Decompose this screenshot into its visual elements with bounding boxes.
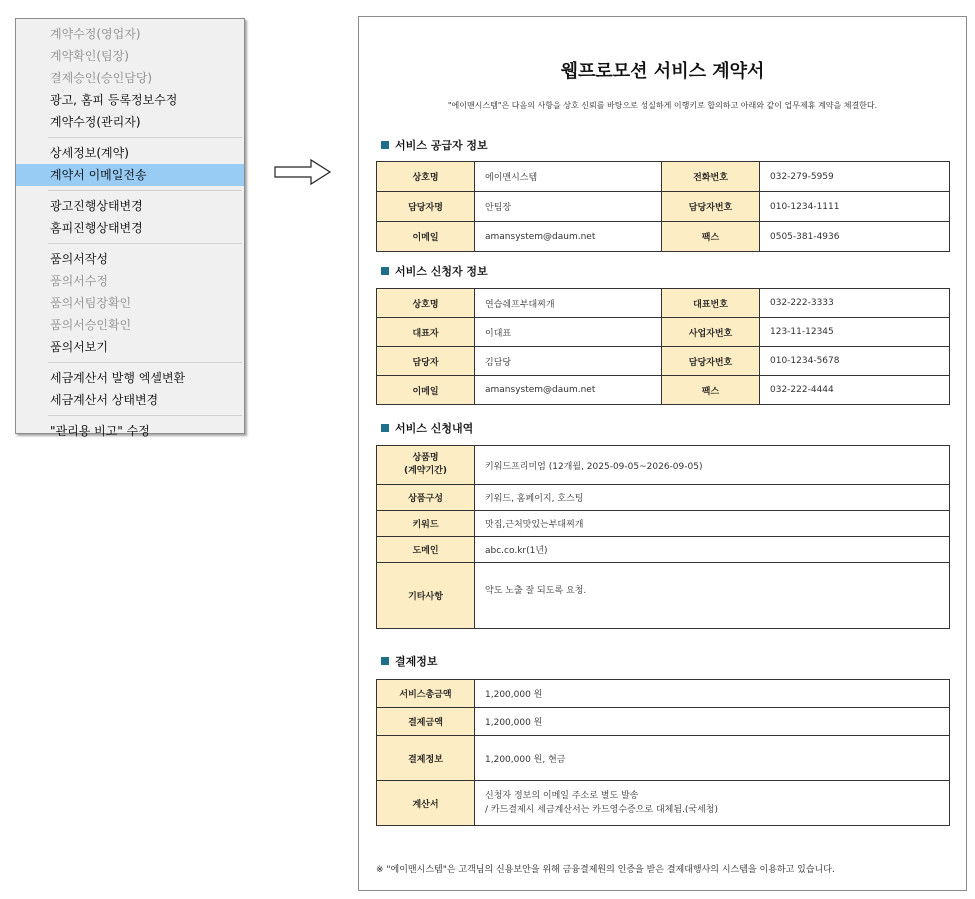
menu-item-proposal-leader-confirm[interactable]: 품의서팀장확인 bbox=[50, 296, 132, 310]
applicant-bizno-label: 사업자번호 bbox=[662, 318, 760, 347]
document-intro: "에이맨시스템"은 다음의 사항을 상호 신뢰를 바탕으로 성실하게 이행키로 합의하고 아래와 같이 업무제휴 계약을 체결한다. bbox=[447, 101, 878, 110]
applicant-rep-phone-label: 대표번호 bbox=[662, 289, 760, 318]
payment-paid-label: 결제금액 bbox=[377, 708, 475, 736]
menu-item-contract-detail[interactable]: 상세정보(계약) bbox=[50, 146, 129, 160]
section-heading-order bbox=[381, 420, 473, 436]
section-heading-applicant bbox=[381, 263, 488, 279]
section-heading-text: 결제정보 bbox=[395, 655, 438, 668]
supplier-phone-label: 전화번호 bbox=[662, 162, 760, 192]
supplier-manager-phone-label: 담당자번호 bbox=[662, 192, 760, 222]
applicant-table bbox=[376, 288, 950, 405]
payment-paid-value: 1,200,000 원 bbox=[475, 708, 950, 736]
order-period-label-line: (계약기간) bbox=[403, 466, 447, 476]
payment-total-value: 1,200,000 원 bbox=[475, 680, 950, 708]
applicant-ceo-value: 이대표 bbox=[475, 318, 662, 347]
table-row bbox=[377, 680, 950, 708]
order-keyword-label: 키워드 bbox=[377, 511, 475, 537]
table-row bbox=[377, 563, 950, 629]
table-row bbox=[377, 708, 950, 736]
document-footnote: ※ "에이맨시스템"은 고객님의 신용보안을 위해 금융결제원의 인증을 받은 결제대행사의 시스템을 이용하고 있습니다. bbox=[376, 865, 835, 875]
menu-item-ad-status-change[interactable]: 광고진행상태변경 bbox=[50, 199, 143, 213]
table-row bbox=[377, 485, 950, 511]
supplier-fax-value: 0505-381-4936 bbox=[760, 222, 950, 252]
order-composition-value: 키워드, 홈페이지, 호스팅 bbox=[475, 485, 950, 511]
table-row bbox=[377, 192, 950, 222]
order-table bbox=[376, 445, 950, 629]
section-heading-payment bbox=[381, 653, 438, 669]
supplier-email-label: 이메일 bbox=[377, 222, 475, 252]
table-row bbox=[377, 222, 950, 252]
table-row bbox=[377, 446, 950, 485]
menu-item-invoice-excel[interactable]: 세금계산서 발행 엑셀변환 bbox=[50, 371, 186, 385]
supplier-fax-label: 팩스 bbox=[662, 222, 760, 252]
table-row bbox=[377, 537, 950, 563]
order-product-label bbox=[377, 446, 475, 485]
menu-separator bbox=[48, 190, 242, 191]
payment-info-label: 결제정보 bbox=[377, 736, 475, 781]
order-domain-value: abc.co.kr(1년) bbox=[475, 537, 950, 563]
menu-item-contract-edit-sales[interactable]: 계약수정(영업자) bbox=[50, 27, 141, 41]
order-etc-label: 기타사항 bbox=[377, 563, 475, 629]
document-title: 웹프로모션 서비스 계약서 bbox=[560, 61, 765, 82]
payment-invoice-line-1: 신청자 정보의 이메일 주소로 별도 발송 bbox=[485, 791, 639, 801]
applicant-email-value: amansystem@daum.net bbox=[475, 376, 662, 405]
section-square-icon bbox=[381, 267, 389, 275]
menu-item-contract-email-send[interactable]: 계약서 이메일전송 bbox=[16, 164, 244, 186]
applicant-bizno-value: 123-11-12345 bbox=[760, 318, 950, 347]
right-arrow-icon bbox=[273, 158, 333, 186]
table-row bbox=[377, 318, 950, 347]
applicant-fax-value: 032-222-4444 bbox=[760, 376, 950, 405]
supplier-manager-value: 안팀장 bbox=[475, 192, 662, 222]
supplier-manager-phone-value: 010-1234-1111 bbox=[760, 192, 950, 222]
supplier-email-value: amansystem@daum.net bbox=[475, 222, 662, 252]
menu-separator bbox=[48, 137, 242, 138]
table-row bbox=[377, 511, 950, 537]
menu-item-proposal-view[interactable]: 품의서보기 bbox=[50, 340, 108, 354]
supplier-company-label: 상호명 bbox=[377, 162, 475, 192]
menu-item-ad-homepage-edit[interactable]: 광고, 홈피 등록정보수정 bbox=[50, 93, 178, 107]
applicant-rep-phone-value: 032-222-3333 bbox=[760, 289, 950, 318]
order-etc-value: 약도 노출 잘 되도록 요청. bbox=[475, 563, 950, 629]
order-domain-label: 도메인 bbox=[377, 537, 475, 563]
payment-invoice-value bbox=[475, 781, 950, 826]
payment-table bbox=[376, 679, 950, 826]
menu-item-homepage-status-change[interactable]: 홈피진행상태변경 bbox=[50, 221, 143, 235]
table-row bbox=[377, 781, 950, 826]
table-row bbox=[377, 376, 950, 405]
supplier-phone-value: 032-279-5959 bbox=[760, 162, 950, 192]
section-square-icon bbox=[381, 424, 389, 432]
menu-separator bbox=[48, 415, 242, 416]
applicant-email-label: 이메일 bbox=[377, 376, 475, 405]
menu-item-contract-confirm-leader[interactable]: 계약확인(팀장) bbox=[50, 49, 129, 63]
section-square-icon bbox=[381, 141, 389, 149]
supplier-table bbox=[376, 161, 950, 252]
supplier-company-value: 에이맨시스템 bbox=[475, 162, 662, 192]
applicant-manager-value: 김담당 bbox=[475, 347, 662, 376]
section-heading-supplier bbox=[381, 137, 488, 153]
menu-separator bbox=[48, 243, 242, 244]
menu-item-admin-note-edit[interactable]: "관리용 비고" 수정 bbox=[50, 424, 150, 438]
payment-invoice-line-2: / 카드결제시 세금계산서는 카드영수증으로 대체됨.(국세청) bbox=[485, 805, 719, 815]
section-heading-text: 서비스 신청자 정보 bbox=[395, 265, 488, 278]
menu-item-proposal-approve-confirm[interactable]: 품의서승인확인 bbox=[50, 318, 132, 332]
applicant-ceo-label: 대표자 bbox=[377, 318, 475, 347]
menu-item-contract-edit-admin[interactable]: 계약수정(관리자) bbox=[50, 115, 141, 129]
order-keyword-value: 맛집,근처맛있는부대찌개 bbox=[475, 511, 950, 537]
menu-item-proposal-create[interactable]: 품의서작성 bbox=[50, 252, 108, 266]
section-heading-text: 서비스 신청내역 bbox=[395, 422, 474, 435]
menu-item-proposal-edit[interactable]: 품의서수정 bbox=[50, 274, 108, 288]
section-square-icon bbox=[381, 657, 389, 665]
table-row bbox=[377, 162, 950, 192]
payment-info-value: 1,200,000 원, 현금 bbox=[475, 736, 950, 781]
applicant-manager-phone-label: 담당자번호 bbox=[662, 347, 760, 376]
applicant-company-label: 상호명 bbox=[377, 289, 475, 318]
menu-separator bbox=[48, 362, 242, 363]
context-menu bbox=[15, 18, 245, 438]
applicant-company-value: 연습쉐프부대찌개 bbox=[475, 289, 662, 318]
applicant-manager-label: 담당자 bbox=[377, 347, 475, 376]
order-product-label-line: 상품명 bbox=[412, 453, 439, 463]
applicant-manager-phone-value: 010-1234-5678 bbox=[760, 347, 950, 376]
applicant-fax-label: 팩스 bbox=[662, 376, 760, 405]
table-row bbox=[377, 736, 950, 781]
menu-item-payment-approve[interactable]: 결제승인(승인담당) bbox=[50, 71, 153, 85]
payment-total-label: 서비스총금액 bbox=[377, 680, 475, 708]
menu-item-invoice-status-change[interactable]: 세금계산서 상태변경 bbox=[50, 393, 159, 407]
supplier-manager-label: 담당자명 bbox=[377, 192, 475, 222]
contract-document bbox=[358, 16, 967, 891]
order-product-value: 키워드프리미엄 (12개월, 2025-09-05~2026-09-05) bbox=[475, 446, 950, 485]
table-row bbox=[377, 289, 950, 318]
order-composition-label: 상품구성 bbox=[377, 485, 475, 511]
table-row bbox=[377, 347, 950, 376]
section-heading-text: 서비스 공급자 정보 bbox=[395, 139, 488, 152]
payment-invoice-label: 계산서 bbox=[377, 781, 475, 826]
